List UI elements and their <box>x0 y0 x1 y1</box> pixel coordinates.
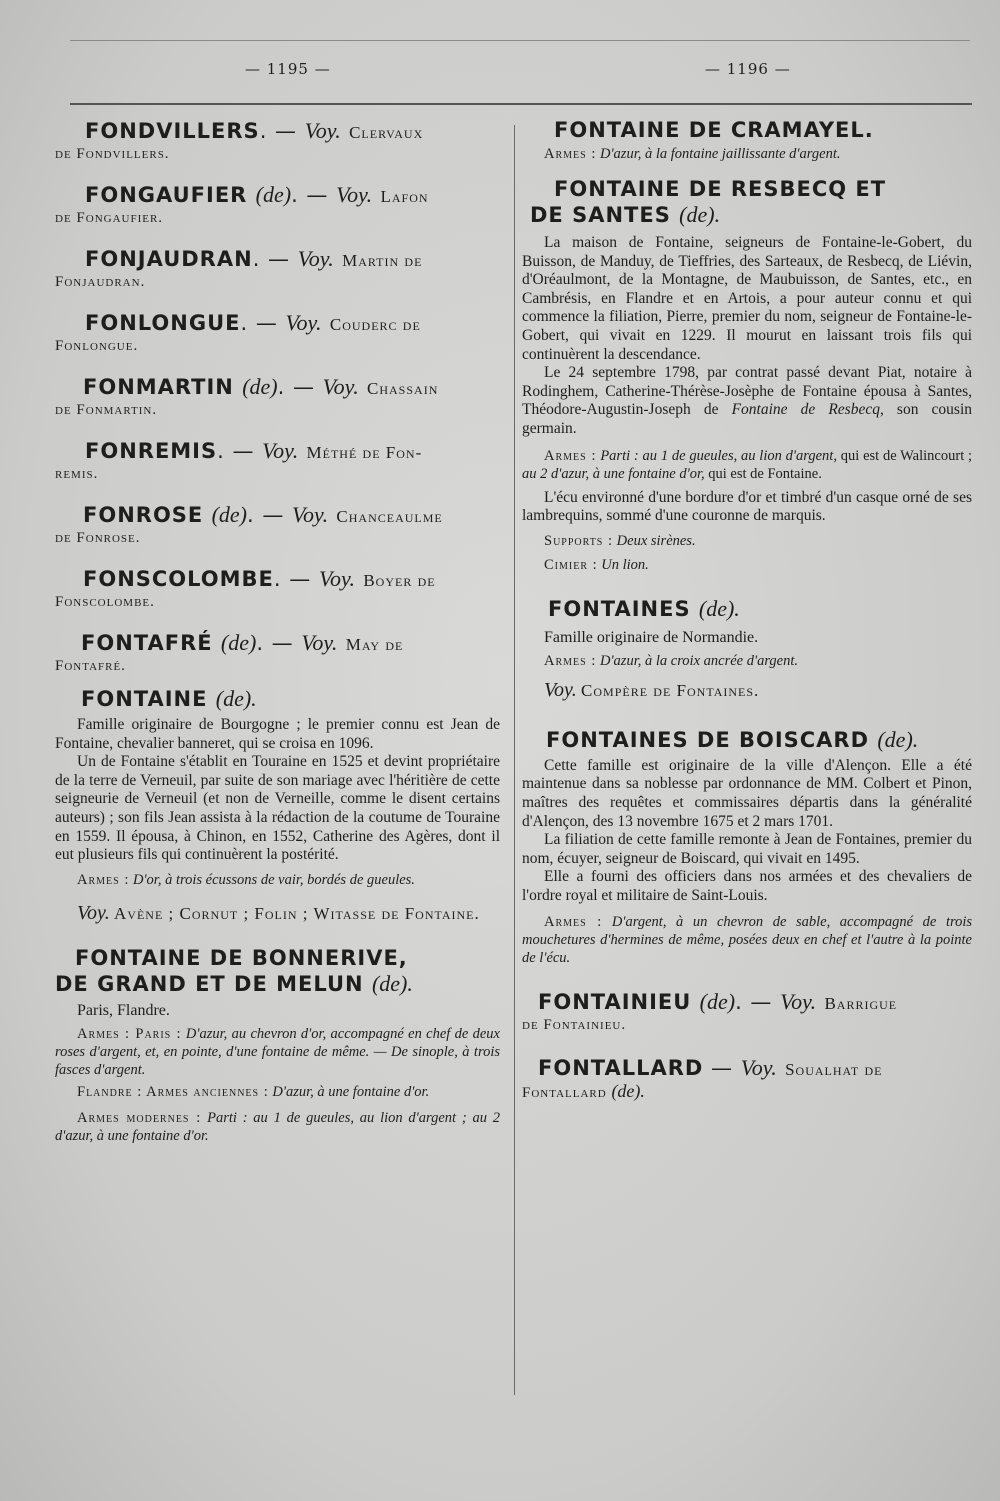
arms-text: qui est de Fontaine. <box>708 465 822 482</box>
entry-name: FONREMIS <box>85 439 218 463</box>
entry-fontaines <box>522 596 972 701</box>
entry-name: FONMARTIN <box>83 375 234 399</box>
entry-separator: . — <box>247 503 293 527</box>
voy-word: Voy. <box>285 310 322 335</box>
entry-heading <box>85 438 500 465</box>
arms-line <box>522 652 972 670</box>
entry-name-line2: DE SANTES <box>530 203 671 227</box>
entry-qualifier: (de) <box>255 182 292 207</box>
voy-ref: Chassain <box>367 379 439 398</box>
arms-text: D'or, à trois écussons de vair, bordés de gueules. <box>132 871 415 888</box>
voy-entry <box>55 630 500 676</box>
voy-ref-cont <box>522 1082 972 1103</box>
right-column <box>522 118 972 1103</box>
entry-name: FONTAFRÉ <box>81 631 213 655</box>
arms-line <box>522 145 972 163</box>
paragraph-italic: Fontaine de Resbecq <box>731 401 880 419</box>
entry-heading <box>85 182 500 209</box>
entry-name: FONSCOLOMBE <box>83 567 274 591</box>
arms-text: D'argent, à un chevron de sable, accompagné de trois mouchetures d'hermines de même, posées deux en chef et l'autre à la pointe de l'écu. <box>522 914 973 967</box>
arms-line <box>55 1083 500 1101</box>
entry-fontaine-de-bonnerive <box>55 946 500 1145</box>
entry-name-line1: FONTAINE DE RESBECQ ET <box>554 177 887 201</box>
voy-ref-qualifier: (de). <box>611 1081 645 1102</box>
entry-heading <box>548 596 972 622</box>
entry-qualifier: (de). <box>877 726 919 752</box>
cimier-label: Cimier : <box>544 556 598 573</box>
paragraph: La maison de Fontaine, seigneurs de Fontaine-le-Gobert, du Buisson, de Manduy, de Tieffries, des Sarteaux, de Resbecq, de Liévin, d'Oréaulmont, de la Montagne, de Maubuisson, de Santes, etc., en Cambrésis, en Flandre et en Artois, a pour auteur connu et qui commence la filiation, Pierre, premier du nom, seigneur de Fontaine-le-Gobert, qui vivait en 1229. Il mourut en laissant trois fils qui continuèrent la descendance. <box>522 234 972 363</box>
arms-text: Parti : au 1 de gueules, au lion d'argent ; au 2 d'azur, à une fontaine d'or. <box>55 1109 501 1144</box>
entry-heading-cont <box>55 971 500 997</box>
voy-word: Voy. <box>740 1055 777 1081</box>
voy-entry <box>55 566 500 612</box>
entry-heading <box>81 686 500 712</box>
supports-label: Supports : <box>544 532 614 549</box>
voy-entry <box>55 246 500 292</box>
voy-word: Voy. <box>544 678 577 701</box>
entry-heading <box>83 502 500 529</box>
paragraph-text: Le 24 septembre 1798, par contrat passé devant Piat, notaire à Rodinghem, Catherine-Thérèse-Josèphe de Fontaine épousa à Santes, Théodore-Augustin-Joseph de <box>522 364 972 419</box>
entry-qualifier: (de) <box>242 374 278 399</box>
paragraph <box>522 364 972 438</box>
arms-label: Armes modernes : <box>77 1109 202 1126</box>
entry-separator: . — <box>252 247 298 271</box>
arms-text: D'azur, au chevron d'or, accompagné en chef de deux roses d'argent, et, en pointe, d'une fontaine de même. — De sinople, à trois fasces d'argent. <box>55 1025 500 1078</box>
entry-separator: . — <box>256 631 302 655</box>
entry-name: FONTAINIEU <box>538 990 692 1015</box>
voy-entry <box>55 374 500 420</box>
entry-heading <box>538 989 972 1016</box>
paragraph-text: , son cousin germain. <box>522 401 973 437</box>
voy-entry <box>55 118 500 164</box>
entry-heading <box>85 310 500 337</box>
voy-word: Voy. <box>318 566 355 591</box>
arms-text: qui est de Walincourt ; <box>840 447 973 464</box>
entry-separator: . — <box>273 567 319 591</box>
entry-name-line2: DE GRAND ET DE MELUN <box>55 971 364 996</box>
entry-heading <box>81 630 500 657</box>
voy-ref-cont: Fonscolombe. <box>55 594 155 610</box>
entry-name: FONTAINE <box>81 687 208 711</box>
entry-separator: . — <box>735 990 781 1015</box>
arms-line <box>55 871 500 889</box>
voy-word: Voy. <box>301 630 338 655</box>
voy-ref: Lafon <box>380 187 429 206</box>
entry-qualifier: (de). <box>215 686 257 711</box>
voy-entry <box>55 310 500 356</box>
voy-line <box>522 680 972 701</box>
voy-entry <box>55 502 500 548</box>
arms-line <box>55 1109 500 1145</box>
voy-ref: Méthé de Fon- <box>306 443 423 462</box>
arms-line <box>522 447 972 483</box>
voy-ref-cont: de Fondvillers. <box>55 146 170 162</box>
arms-text: D'azur, à la croix ancrée d'argent. <box>599 652 799 669</box>
entry-name: FONTALLARD <box>538 1056 704 1081</box>
entry-heading <box>83 374 500 401</box>
entry-fontaine-de-resbecq <box>522 177 972 574</box>
voy-ref-cont: de Fontainieu. <box>522 1017 627 1034</box>
entry-heading <box>546 727 972 753</box>
entry-separator: . — <box>291 183 337 207</box>
arms-text: D'azur, à une fontaine d'or. <box>272 1083 430 1100</box>
entry-heading <box>85 246 500 273</box>
arms-label: Flandre : Armes anciennes : <box>77 1083 269 1100</box>
voy-ref: Chanceaulme <box>336 507 443 526</box>
entry-heading <box>83 566 500 593</box>
entry-qualifier: (de) <box>699 989 736 1015</box>
voy-ref-cont-text: Fontallard <box>522 1085 607 1102</box>
entry-fontallard <box>522 1055 972 1103</box>
entry-qualifier: (de) <box>211 502 247 527</box>
left-column <box>55 118 500 1145</box>
voy-ref-cont: Fontafré. <box>55 658 126 674</box>
voy-refs: Avène ; Cornut ; Folin ; Witasse de Fontaine. <box>114 903 480 923</box>
paragraph: L'écu environné d'une bordure d'or et timbré d'un casque orné de ses lambrequins, sommé d'une couronne de marquis. <box>522 488 972 525</box>
entry-qualifier: (de) <box>220 630 257 655</box>
arms-line <box>522 913 972 967</box>
entry-name: FONJAUDRAN <box>85 247 253 271</box>
entry-fontainieu <box>522 989 972 1035</box>
voy-word: Voy. <box>336 182 373 207</box>
voy-ref-cont: Fonlongue. <box>55 338 139 354</box>
voy-word: Voy. <box>322 374 359 399</box>
voy-word: Voy. <box>304 118 341 143</box>
entry-name: FONLONGUE <box>85 311 241 335</box>
voy-ref-cont: de Fongaufier. <box>55 210 164 226</box>
voy-ref: Boyer de <box>363 571 436 590</box>
entry-separator: . — <box>217 439 263 463</box>
arms-text: au 2 d'azur, à une fontaine d'or, <box>522 465 705 482</box>
entry-qualifier: (de). <box>371 970 413 996</box>
voy-entries <box>55 118 500 676</box>
entry-separator: . — <box>259 119 305 143</box>
voy-word: Voy. <box>292 502 329 527</box>
arms-label: Armes : <box>77 871 130 888</box>
entry-name-line1: FONTAINE DE BONNERIVE, <box>75 945 408 970</box>
entry-fontaine <box>55 686 500 924</box>
entry-heading <box>85 118 500 145</box>
entry-qualifier: (de). <box>679 202 721 227</box>
voy-word: Voy. <box>297 246 334 271</box>
arms-label: Armes : <box>544 914 603 931</box>
voy-ref: Couderc de <box>329 315 421 334</box>
entry-name: FONGAUFIER <box>85 183 248 207</box>
voy-ref: Soualhat de <box>785 1060 883 1080</box>
origin: Paris, Flandre. <box>77 1001 170 1019</box>
cimier-line <box>522 556 972 574</box>
entry-separator: . — <box>277 375 323 399</box>
voy-ref-cont: Fonjaudran. <box>55 274 146 290</box>
arms-label: Armes : <box>544 652 597 669</box>
arms-text: Parti : au 1 de gueules, au lion d'argent, <box>600 447 837 464</box>
arms-label: Armes : Paris : <box>77 1025 182 1042</box>
column-divider <box>514 125 515 1395</box>
entry-heading <box>538 1055 972 1082</box>
arms-label: Armes : <box>544 447 597 464</box>
voy-ref-cont: de Fonrose. <box>55 530 141 546</box>
entry-qualifier: (de). <box>698 595 740 621</box>
voy-word: Voy. <box>262 438 299 463</box>
entry-separator: . — <box>240 311 286 335</box>
paragraph: La filiation de cette famille remonte à Jean de Fontaines, premier du nom, écuyer, seigneur de Boiscard, qui vivait en 1495. <box>522 831 972 867</box>
entry-name: FONDVILLERS <box>85 119 260 143</box>
voy-entry <box>55 438 500 484</box>
left-page-number: — 1195 — <box>245 60 331 78</box>
entry-name: FONTAINES <box>548 596 691 621</box>
top-rule <box>70 40 970 41</box>
voy-ref: Barrigue <box>824 994 898 1014</box>
voy-line <box>55 903 500 924</box>
paragraph: Un de Fontaine s'établit en Touraine en 1525 et devint propriétaire de la terre de Verneuil, par suite de son mariage avec l'héritière de cette seigneurie de Verneuil (et non de Verneille, comme le disent certains auteurs) ; son fils Jean assista à la rédaction de la coutume de Touraine en 1559. Il épousa, à Chinon, en 1552, Catherine des Agères, dont il eut plusieurs fils qui continuèrent la postérité. <box>55 753 500 864</box>
entry-separator: — <box>703 1056 741 1081</box>
entry-heading-cont <box>530 202 972 228</box>
voy-entry <box>55 182 500 228</box>
entry-heading <box>554 118 972 143</box>
arms-line <box>55 1025 500 1079</box>
arms-text: D'azur, à la fontaine jaillissante d'argent. <box>599 146 841 162</box>
entry-fontaine-de-cramayel <box>522 118 972 163</box>
voy-ref: May de <box>345 635 404 654</box>
entry-heading <box>75 946 500 971</box>
entry-fontaines-de-boiscard <box>522 727 972 968</box>
entry-heading <box>554 177 972 202</box>
paragraph: Cette famille est originaire de la ville d'Alençon. Elle a été maintenue dans sa noblesse par ordonnance de MM. Colbert et Pinon, maîtres des requêtes et commissaires départis dans la généralité d'Alençon, des 13 novembre 1675 et 2 mars 1701. <box>522 756 972 830</box>
header-rule <box>70 103 972 105</box>
voy-ref: Martin de <box>342 251 423 270</box>
supports-line <box>522 532 972 550</box>
entry-name: FONTAINES DE BOISCARD <box>546 727 870 752</box>
voy-ref: Clervaux <box>349 123 424 142</box>
paragraph: Elle a fourni des officiers dans nos armées et des chevaliers de l'ordre royal et militaire de Saint-Louis. <box>522 868 972 904</box>
voy-refs: Compère de Fontaines. <box>581 680 760 700</box>
cimier-text: Un lion. <box>601 556 649 573</box>
arms-label: Armes : <box>544 146 597 162</box>
voy-word: Voy. <box>77 901 110 924</box>
right-page-number: — 1196 — <box>705 60 791 78</box>
supports-text: Deux sirènes. <box>616 532 696 549</box>
origin: Famille originaire de Normandie. <box>544 628 759 646</box>
voy-ref-cont: remis. <box>55 466 99 482</box>
voy-ref-cont: de Fonmartin. <box>55 402 158 418</box>
paragraph: Famille originaire de Bourgogne ; le premier connu est Jean de Fontaine, chevalier banneret, qui se croisa en 1096. <box>55 716 500 752</box>
voy-word: Voy. <box>780 989 817 1015</box>
entry-name: FONTAINE DE CRAMAYEL. <box>554 118 874 142</box>
entry-name: FONROSE <box>83 503 204 527</box>
